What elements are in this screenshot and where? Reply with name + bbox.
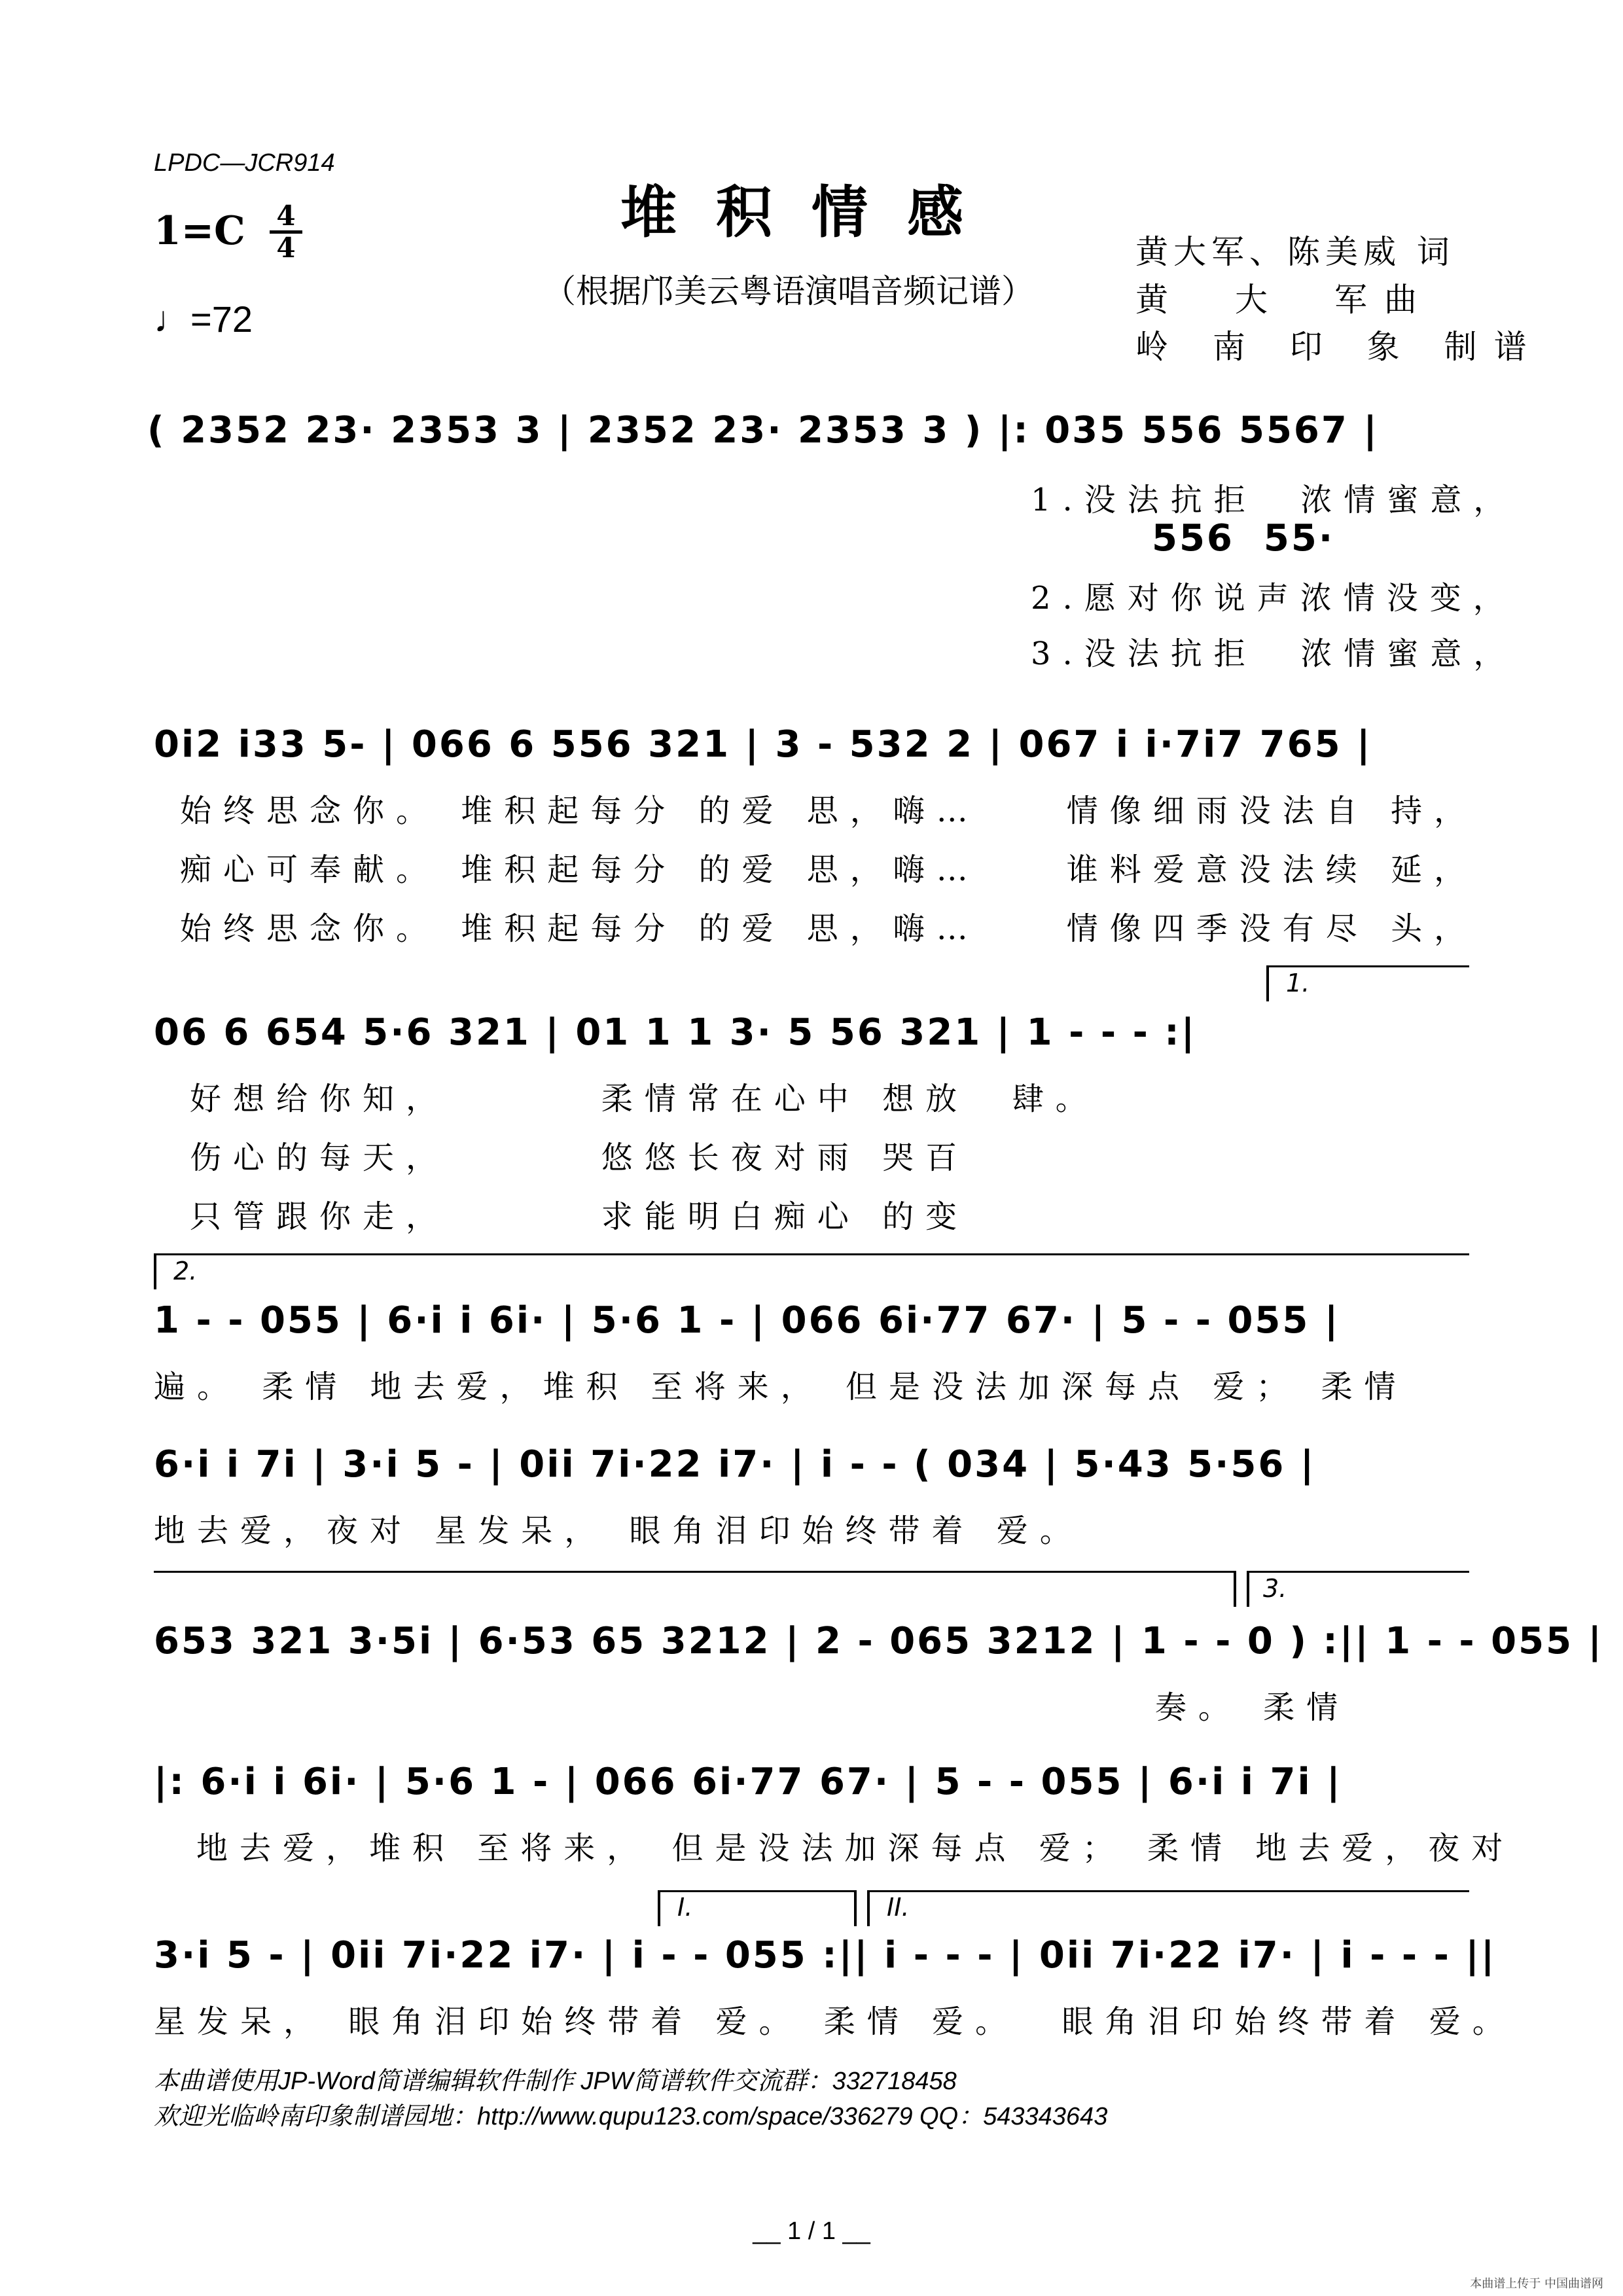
volta-bracket-roman-1-start [658, 1890, 660, 1926]
volta-bracket-1-2 [154, 1571, 1234, 1573]
lyric-line-1-verse-1: 1.没法抗拒 浓情蜜意， [1031, 482, 1517, 518]
page-title: 堆积情感 [620, 179, 1003, 245]
volta-bracket-roman-2-start [867, 1890, 870, 1926]
volta-bracket-2-start [154, 1253, 156, 1289]
volta-bracket-roman-1 [658, 1890, 854, 1892]
volta-label-3: 3. [1263, 1574, 1287, 1603]
notation-line-1: ( 2352 23· 2353 3 | 2352 23· 2353 3 ) |: 035 556 5567 | [147, 409, 1379, 452]
volta-bracket-2 [154, 1253, 1469, 1255]
time-signature [270, 200, 302, 264]
volta-label-roman-2: II. [887, 1893, 910, 1922]
notation-line-3: 06 6 654 5·6 321 | 01 1 1 3· 5 56 321 | 1 - - - :| [154, 1011, 1197, 1054]
lyric-line-3-verse-3: 只管跟你走， 求能明白痴心 的变 [190, 1198, 969, 1235]
lyric-line-2-verse-3: 始终思念你。 堆积起每分 的爱 思，嗨… 情像四季没有尽 头， [180, 910, 1478, 947]
volta-label-2: 2. [173, 1257, 198, 1285]
lyricist-credit: 黄大军、陈美威 词 [1135, 233, 1455, 271]
notation-line-8: 3·i 5 - | 0ii 7i·22 i7· | i - - 055 :|| i - - - | 0ii 7i·22 i7· | i - - - || [154, 1934, 1497, 1977]
footer-website-note: 欢迎光临岭南印象制谱园地：http://www.qupu123.com/space/336279 QQ：543343643 [154, 2103, 1108, 2130]
notation-line-2: 0i2 i33 5- | 066 6 556 321 | 3 - 532 2 | 067 i i·7i7 765 | [154, 723, 1372, 766]
notation-line-7: |: 6·i i 6i· | 5·6 1 - | 066 6i·77 67· | 5 - - 055 | 6·i i 7i | [154, 1761, 1342, 1803]
lyric-line-4: 遍。 柔情 地去爱，堆积 至将来， 但是没法加深每点 爱； 柔情 [154, 1369, 1408, 1405]
lyric-line-1-verse-3: 3.没法抗拒 浓情蜜意， [1031, 636, 1517, 672]
lyric-line-3-verse-2: 伤心的每天， 悠悠长夜对雨 哭百 [190, 1139, 969, 1176]
lyric-line-3-verse-1: 好想给你知， 柔情常在心中 想放 肆。 [190, 1081, 1099, 1117]
volta-label-roman-1: I. [677, 1893, 693, 1922]
lyric-line-2-verse-2: 痴心可奉献。 堆积起每分 的爱 思，嗨… 谁料爱意没法续 延， [180, 852, 1478, 888]
page-number: __ 1 / 1 __ [753, 2217, 870, 2245]
key-signature: 1=C [154, 208, 245, 254]
tempo-marking: ♩=72 [154, 298, 253, 340]
volta-bracket-1 [1266, 965, 1469, 967]
notation-line-4: 1 - - 055 | 6·i i 6i· | 5·6 1 - | 066 6i·77 67· | 5 - - 055 | [154, 1299, 1340, 1342]
lyric-line-6: 奏。 柔情 [154, 1689, 1350, 1726]
time-signature-top: 4 [276, 200, 296, 232]
score-code: LPDC—JCR914 [154, 149, 335, 177]
lyric-line-1-verse-2: 2.愿对你说声浓情没变， [1031, 580, 1516, 617]
notation-line-5: 6·i i 7i | 3·i 5 - | 0ii 7i·22 i7· | i - - ( 034 | 5·43 5·56 | [154, 1443, 1316, 1486]
arranger-credit: 岭 南 印 象 制谱 [1135, 328, 1544, 366]
notation-line-6: 653 321 3·5i | 6·53 65 3212 | 2 - 065 3212 | 1 - - 0 ) :|| 1 - - 055 | [154, 1620, 1603, 1662]
time-signature-bottom: 4 [276, 232, 296, 264]
composer-credit: 黄 大 军曲 [1135, 281, 1434, 319]
volta-bracket-roman-2 [867, 1890, 1469, 1892]
volta-bracket-3-start [1247, 1571, 1249, 1607]
lyric-line-8: 星发呆， 眼角泪印始终带着 爱。 柔情 爱。 眼角泪印始终带着 爱。 [154, 2003, 1516, 2040]
lyric-line-7: 地去爱，堆积 至将来， 但是没法加深每点 爱； 柔情 地去爱，夜对 [196, 1830, 1515, 1867]
volta-bracket-1-start [1266, 965, 1269, 1001]
lyric-line-2-verse-1: 始终思念你。 堆积起每分 的爱 思，嗨… 情像细雨没法自 持， [180, 793, 1478, 829]
volta-bracket-3 [1247, 1571, 1469, 1573]
footer-software-note: 本曲谱使用JP-Word简谱编辑软件制作 JPW简谱软件交流群：332718458 [154, 2068, 957, 2095]
volta-label-1: 1. [1286, 969, 1310, 997]
volta-bracket-1-2-end [1234, 1571, 1236, 1607]
watermark: 本曲谱上传于 中国曲谱网 [1470, 2277, 1603, 2291]
volta-bracket-roman-1-end [854, 1890, 857, 1926]
subtitle: （根据邝美云粤语演唱音频记谱） [543, 272, 1034, 310]
alternate-notes-verse-2: 556 55· [1152, 517, 1335, 560]
lyric-line-5: 地去爱，夜对 星发呆， 眼角泪印始终带着 爱。 [154, 1513, 1083, 1549]
